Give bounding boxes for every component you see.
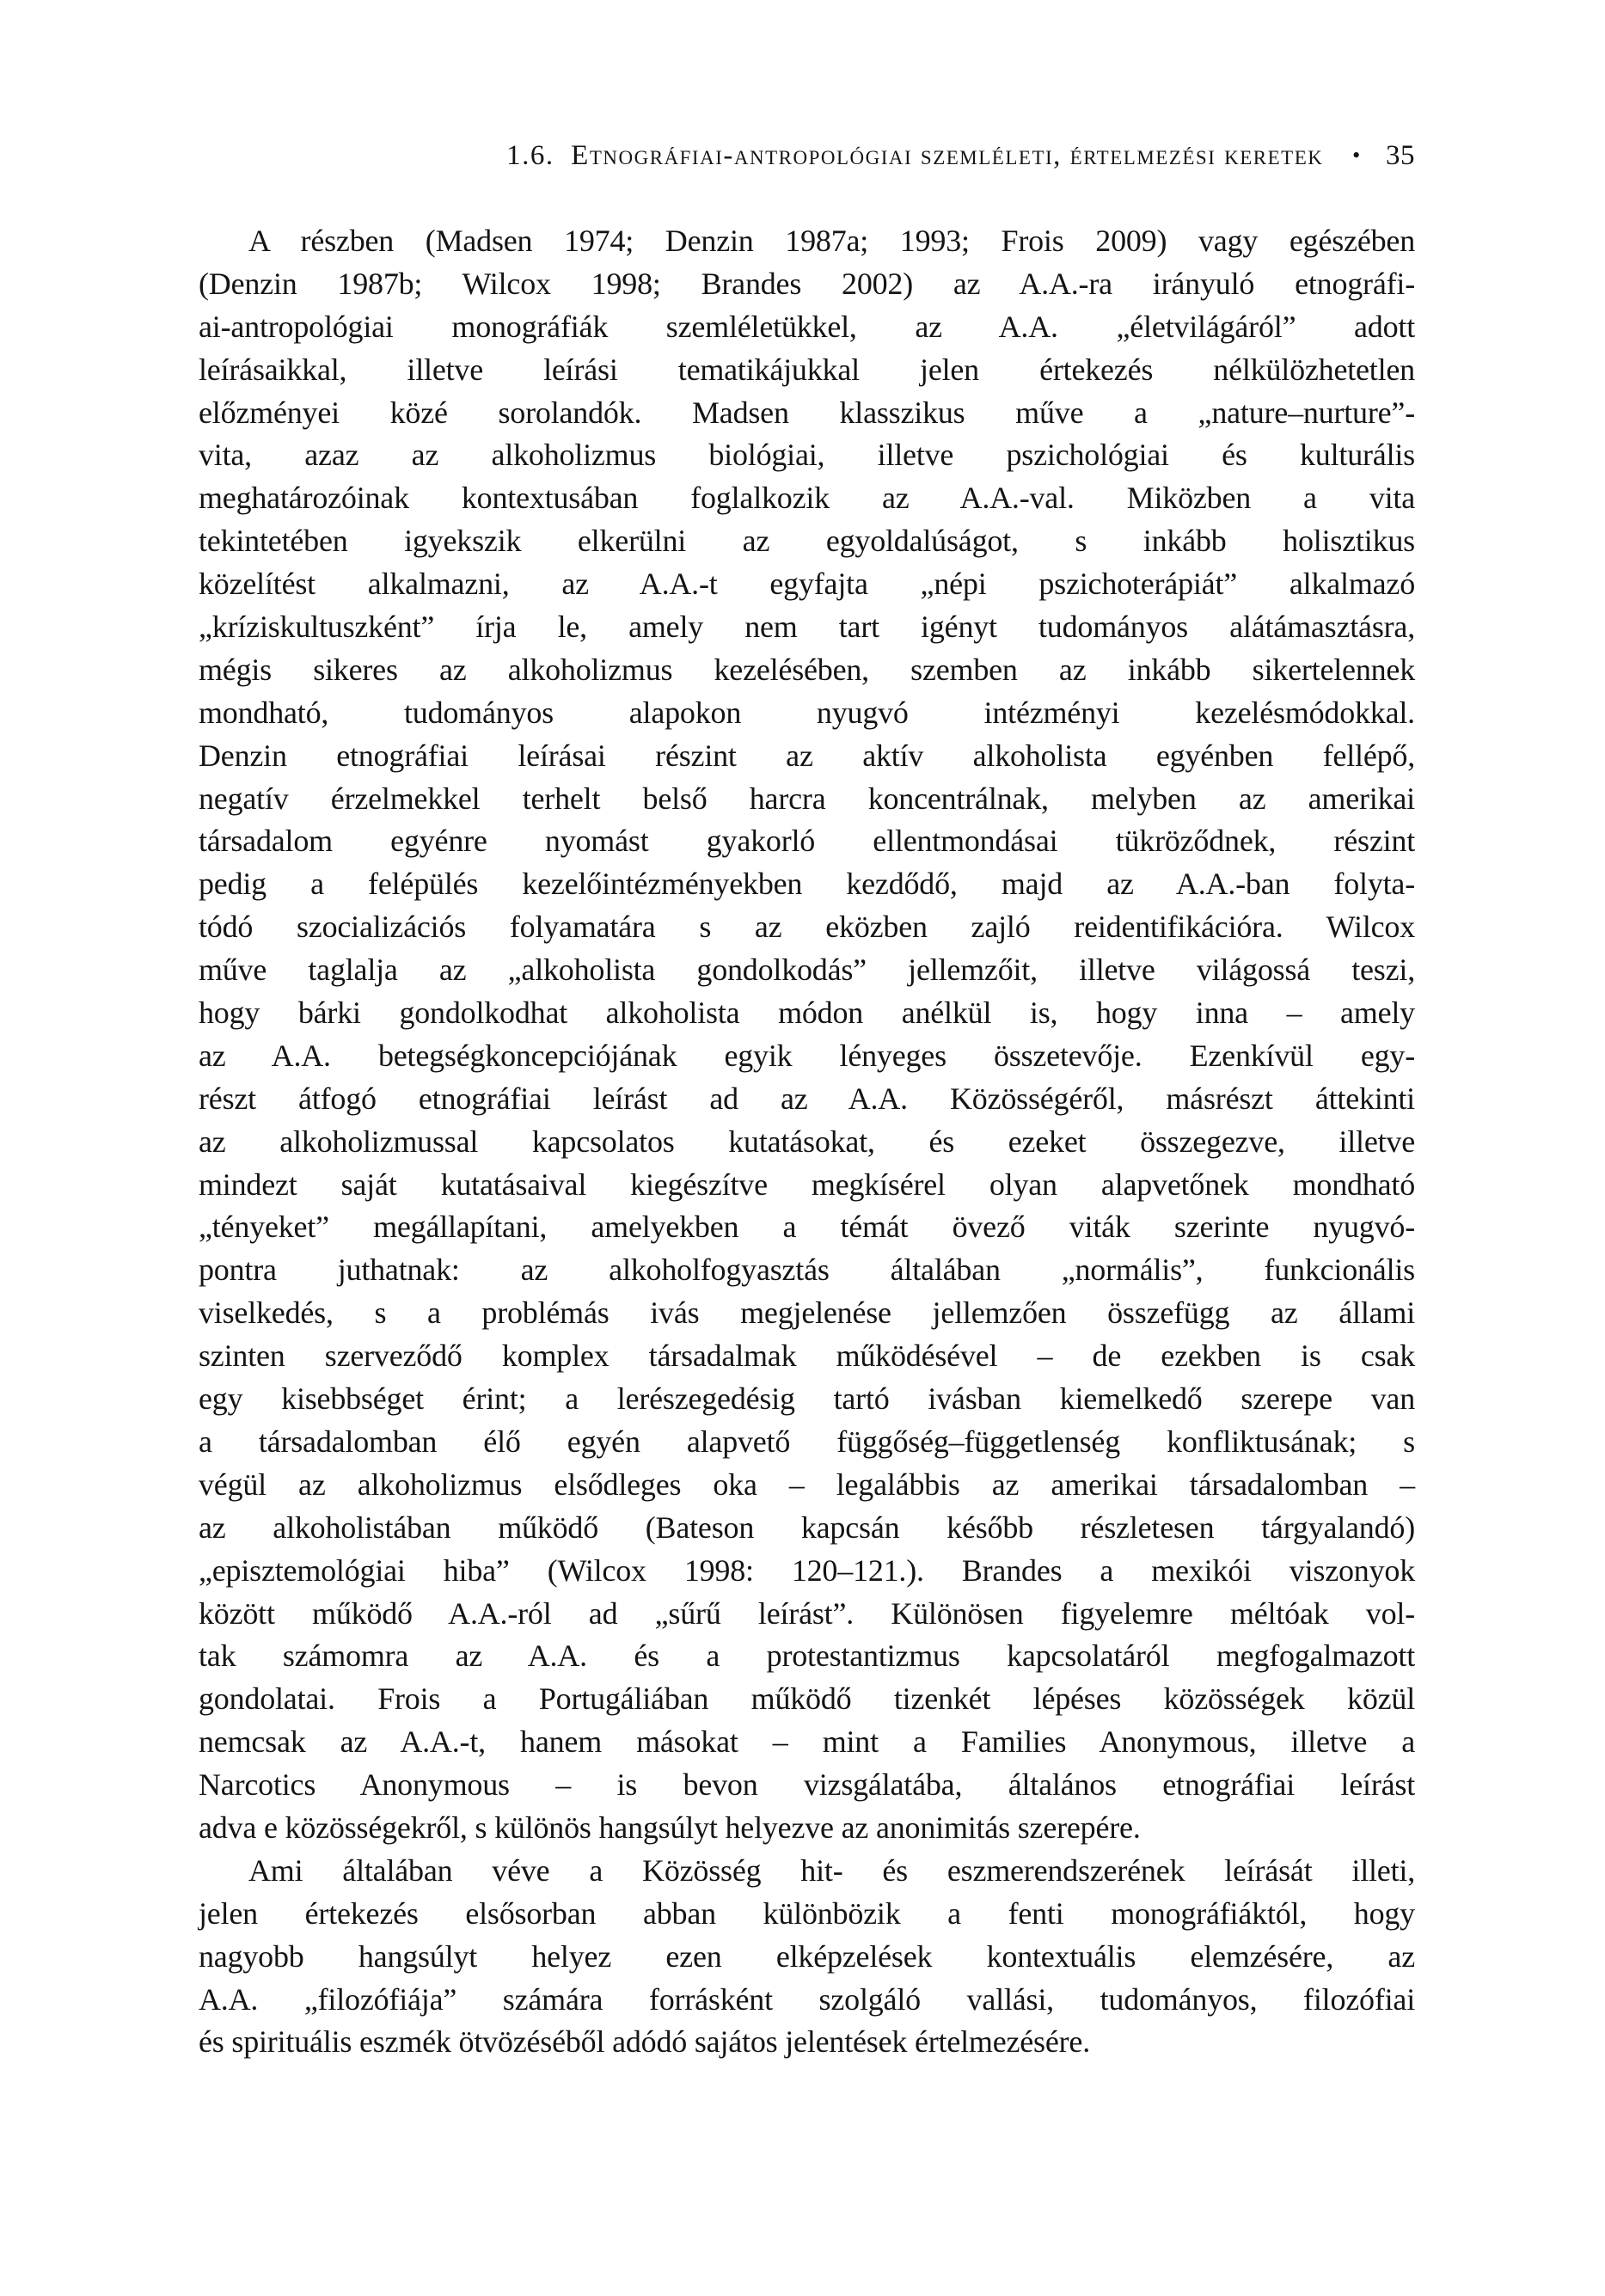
section-number: 1.6. (506, 140, 563, 171)
text-line: hogy bárki gondolkodhat alkoholista módon anélkül is, hogy inna – amely (199, 995, 1415, 1031)
text-line: vita, azaz az alkoholizmus biológiai, illetve pszichológiai és kulturális (199, 438, 1415, 473)
body-text (199, 220, 1415, 2064)
header-bullet-icon: • (1352, 143, 1361, 168)
text-line: mégis sikeres az alkoholizmus kezelésében, szemben az inkább sikertelennek (199, 652, 1415, 687)
page-header (199, 138, 1415, 174)
text-line: „kríziskultuszként” írja le, amely nem tart igényt tudományos alátámasztásra, (199, 609, 1415, 645)
text-line: gondolatai. Frois a Portugáliában működő tizenkét lépéses közösségek közül (199, 1681, 1415, 1717)
text-line: társadalom egyénre nyomást gyakorló ellentmondásai tükröződnek, részint (199, 823, 1415, 859)
page-number: 35 (1386, 140, 1415, 171)
text-line: között működő A.A.-ról ad „sűrű leírást”. Különösen figyelemre méltóak vol- (199, 1595, 1415, 1631)
text-line: negatív érzelmekkel terhelt belső harcra koncentrálnak, melyben az amerikai (199, 781, 1415, 816)
running-title: Etnográfiai-antropológiai szemléleti, értelmezési keretek (571, 140, 1324, 171)
text-line: közelítést alkalmazni, az A.A.-t egyfajta „népi pszichoterápiát” alkalmazó (199, 566, 1415, 602)
text-line: tódó szocializációs folyamatára s az eközben zajló reidentifikációra. Wilcox (199, 909, 1415, 945)
text-line: tekintetében igyekszik elkerülni az egyoldalúságot, s inkább holisztikus (199, 523, 1415, 559)
text-line: mondható, tudományos alapokon nyugvó intézményi kezelésmódokkal. (199, 695, 1415, 730)
text-line: az alkoholizmussal kapcsolatos kutatásokat, és ezeket összegezve, illetve (199, 1124, 1415, 1159)
text-line: A részben (Madsen 1974; Denzin 1987a; 1993; Frois 2009) vagy egészében (248, 223, 1415, 258)
text-line: A.A. „filozófiája” számára forrásként szolgáló vallási, tudományos, filozófiai (199, 1981, 1415, 2017)
paragraph (199, 1850, 1415, 2064)
text-line: az A.A. betegségkoncepciójának egyik lényeges összetevője. Ezenkívül egy- (199, 1038, 1415, 1073)
text-line: tak számomra az A.A. és a protestantizmus kapcsolatáról megfogalmazott (199, 1638, 1415, 1674)
text-line: előzményei közé sorolandók. Madsen klasszikus műve a „nature–nurture”- (199, 395, 1415, 430)
text-line: az alkoholistában működő (Bateson kapcsán később részletesen tárgyalandó) (199, 1509, 1415, 1545)
text-line: mindezt saját kutatásaival kiegészítve megkísérel olyan alapvetőnek mondható (199, 1166, 1415, 1202)
text-line: meghatározóinak kontextusában foglalkozik az A.A.-val. Miközben a vita (199, 481, 1415, 516)
text-line: ai-antropológiai monográfiák szemléletükkel, az A.A. „életvilágáról” adott (199, 309, 1415, 344)
text-line: a társadalomban élő egyén alapvető függőség–függetlenség konfliktusának; s (199, 1424, 1415, 1459)
text-line: és spirituális eszmék ötvözéséből adódó sajátos jelentések értelmezésére. (199, 2024, 1091, 2060)
text-line: adva e közösségekről, s különös hangsúlyt helyezve az anonimitás szerepére. (199, 1809, 1141, 1845)
text-line: (Denzin 1987b; Wilcox 1998; Brandes 2002) az A.A.-ra irányuló etnográfi- (199, 266, 1415, 301)
text-line: pedig a felépülés kezelőintézményekben kezdődő, majd az A.A.-ban folyta- (199, 866, 1415, 902)
text-line: műve taglalja az „alkoholista gondolkodás” jellemzőit, illetve világossá teszi, (199, 952, 1415, 988)
text-line: szinten szerveződő komplex társadalmak működésével – de ezekben is csak (199, 1338, 1415, 1374)
text-line: Ami általában véve a Közösség hit- és eszmerendszerének leírását illeti, (248, 1852, 1415, 1888)
text-line: jelen értekezés elsősorban abban különbözik a fenti monográfiáktól, hogy (199, 1895, 1415, 1931)
text-line: részt átfogó etnográfiai leírást ad az A.A. Közösségéről, másrészt áttekinti (199, 1081, 1415, 1116)
paragraph (199, 220, 1415, 1850)
text-line: Narcotics Anonymous – is bevon vizsgálatába, általános etnográfiai leírást (199, 1767, 1415, 1803)
text-line: leírásaikkal, illetve leírási tematikájukkal jelen értekezés nélkülözhetetlen (199, 352, 1415, 387)
text-line: pontra juthatnak: az alkoholfogyasztás általában „normális”, funkcionális (199, 1252, 1415, 1288)
text-line: „tényeket” megállapítani, amelyekben a témát övező viták szerinte nyugvó- (199, 1209, 1415, 1245)
text-line: nemcsak az A.A.-t, hanem másokat – mint a Families Anonymous, illetve a (199, 1724, 1415, 1760)
text-line: viselkedés, s a problémás ivás megjelenése jellemzően összefügg az állami (199, 1295, 1415, 1331)
text-line: egy kisebbséget érint; a lerészegedésig tartó ivásban kiemelkedő szerepe van (199, 1381, 1415, 1417)
text-line: végül az alkoholizmus elsődleges oka – legalábbis az amerikai társadalomban – (199, 1466, 1415, 1502)
text-line: Denzin etnográfiai leírásai részint az aktív alkoholista egyénben fellépő, (199, 738, 1415, 773)
text-line: nagyobb hangsúlyt helyez ezen elképzelések kontextuális elemzésére, az (199, 1938, 1415, 1974)
text-line: „episztemológiai hiba” (Wilcox 1998: 120–121.). Brandes a mexikói viszonyok (199, 1552, 1415, 1588)
